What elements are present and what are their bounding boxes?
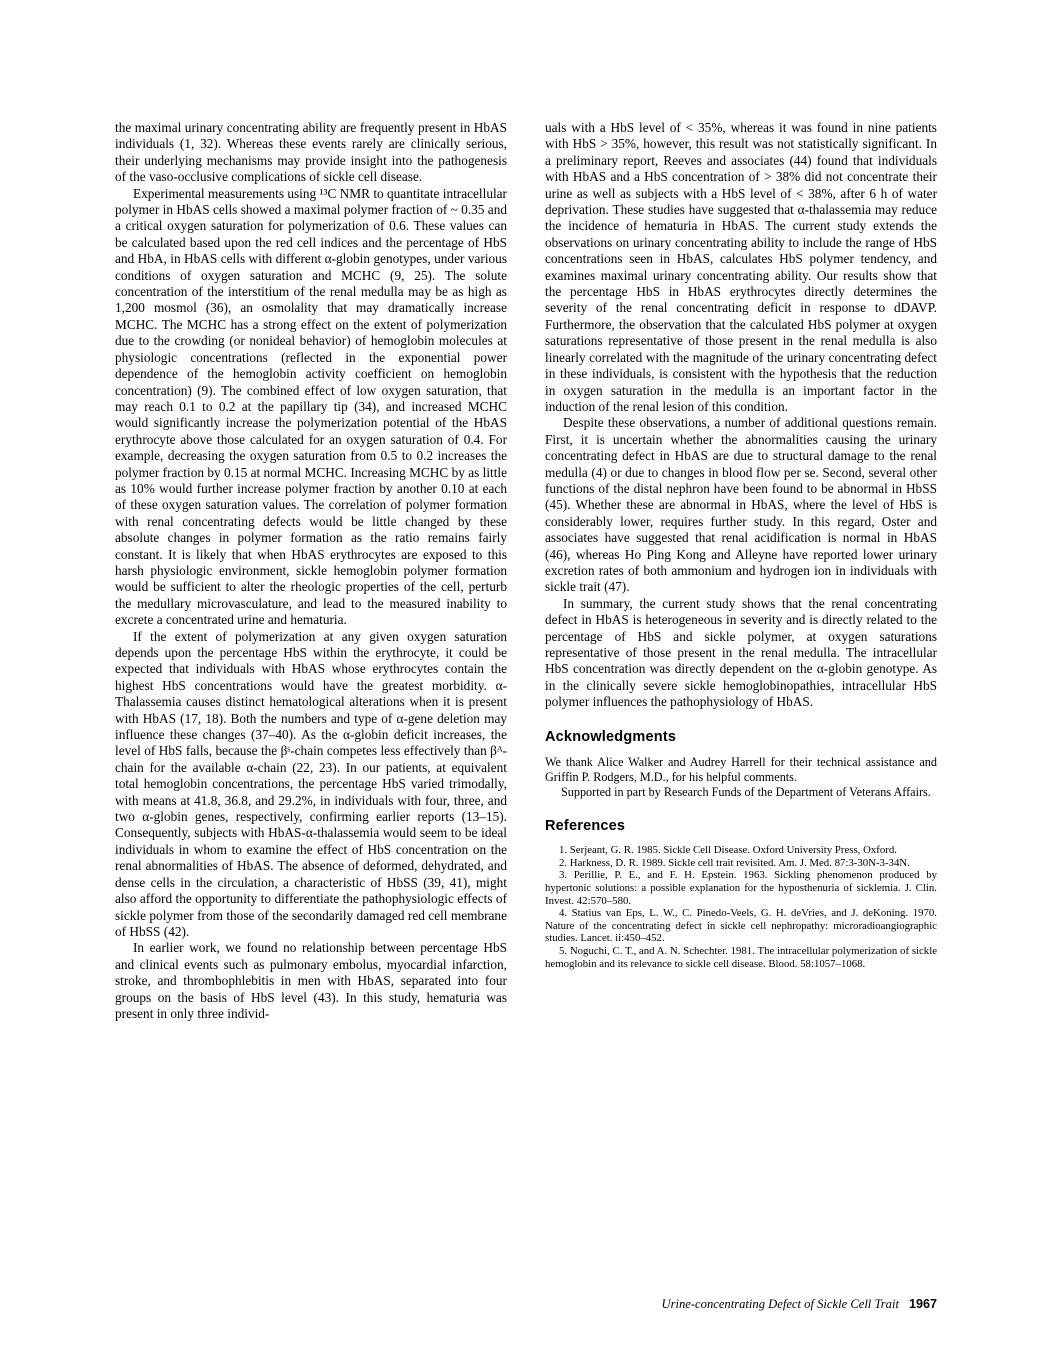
footer-page-number: 1967: [908, 1297, 937, 1311]
two-column-body: [115, 120, 937, 1022]
paragraph: the maximal urinary concentrating ability are frequently present in HbAS individuals (1, 32). Whereas these events rarely are clinically serious, their underlying mechanisms may provide insight into the pathogenesis of the vaso-occlusive complications of sickle cell disease.: [115, 120, 507, 185]
reference-item: 3. Perillie, P. E., and F. H. Epstein. 1963. Sickling phenomenon produced by hypertonic solutions: a possible explanation for the hyposthenuria of sicklemia. J. Clin. Invest. 42:570–580.: [545, 869, 937, 907]
reference-item: 2. Harkness, D. R. 1989. Sickle cell trait revisited. Am. J. Med. 87:3-30N-3-34N.: [559, 856, 910, 869]
references-heading: References: [545, 818, 626, 835]
left-column: [115, 120, 507, 1022]
paragraph: In earlier work, we found no relationship between percentage HbS and clinical events such as pulmonary embolus, myocardial infarction, stroke, and thrombophlebitis in men with HbAS, separated into four groups on the basis of HbS level (43). In this study, hematuria was present in only three individ-: [115, 940, 507, 1021]
reference-item: 5. Noguchi, C. T., and A. N. Schechter. 1981. The intracellular polymerization of sickle hemoglobin and its relevance to sickle cell disease. Blood. 58:1057–1068.: [545, 944, 937, 970]
paragraph: Despite these observations, a number of additional questions remain. First, it is uncertain whether the abnormalities causing the urinary concentrating defect in HbAS are due to structural damage to the renal medulla (4) or due to changes in blood flow per se. Second, several other functions of the distal nephron have been found to be abnormal in HbSS (45). Whether these are abnormal in HbAS, where the level of HbS is considerably lower, requires further study. In this regard, Oster and associates have suggested that renal acidification is normal in HbAS (46), whereas Ho Ping Kong and Alleyne have reported lower urinary excretion rates of both ammonium and hydrogen ion in individuals with sickle trait (47).: [545, 415, 937, 595]
right-column: [545, 120, 937, 1022]
paragraph: In summary, the current study shows that the renal concentrating defect in HbAS is heterogeneous in severity and is directly related to the percentage of HbS and sickle polymer, at oxygen saturations representative of those present in the renal medulla. The intracellular HbS concentration was directly dependent on the α-globin genotype. As in the clinically severe sickle hemoglobinopathies, intracellular HbS polymer influences the pathophysiology of HbAS.: [545, 595, 937, 710]
paragraph: If the extent of polymerization at any given oxygen saturation depends upon the percentage HbS within the erythrocyte, it could be expected that individuals with HbAS whose erythrocytes contain the highest HbS concentrations would have the greatest morbidity. α-Thalassemia causes distinct hematological alterations when it is present with HbAS (17, 18). Both the numbers and type of α-gene deletion may influence these changes (37–40). As the α-globin deficit increases, the level of HbS falls, because the βˢ-chain competes less effectively than βᴬ-chain for the available α-chain (22, 23). In our patients, at equivalent total hemoglobin concentrations, the percentage HbS varied trimodally, with means at 41.8, 36.8, and 29.2%, in individuals with four, three, and two α-globin genes, respectively, confirming earlier reports (13–15). Consequently, subjects with HbAS-α-thalassemia would seem to be ideal individuals in whom to examine the effect of HbS concentration on the renal abnormalities of HbAS. The absence of deformed, dehydrated, and dense cells in the circulation, a characteristic of HbSS (39, 41), might also afford the opportunity to differentiate the pathophysiologic effects of sickle polymer from those of the secondarily damaged red cell membrane of HbSS (42).: [115, 628, 507, 939]
acknowledgments-heading: Acknowledgments: [545, 728, 677, 745]
reference-item: 4. Statius van Eps, L. W., C. Pinedo-Veels, G. H. deVries, and J. deKoning. 1970. Nature of the concentrating defect in sickle cell nephropathy: microradioangiographic studies. Lancet. ii:450–452.: [545, 907, 937, 945]
paragraph: uals with a HbS level of < 35%, whereas it was found in nine patients with HbS > 35%, however, this result was not statistically significant. In a preliminary report, Reeves and associates (44) found that individuals with HbAS and a HbS concentration of > 38% did not concentrate their urine as well as subjects with a HbS level of < 38%, after 6 h of water deprivation. These studies have suggested that α-thalassemia may reduce the incidence of hematuria in HbAS. The current study extends the observations on urinary concentrating ability to include the range of HbS concentrations seen in HbAS, calculates HbS polymer tendency, and examines maximal urinary concentrating ability. Our results show that the percentage HbS in HbAS erythrocytes directly determines the severity of the renal concentrating deficit in response to dDAVP. Furthermore, the observation that the calculated HbS polymer at oxygen saturations representative of those present in the renal medulla is also linearly correlated with the magnitude of the urinary concentrating defect in these individuals, is consistent with the hypothesis that the reduction in oxygen saturation in the medulla is an important factor in the induction of the renal lesion of this condition.: [545, 120, 937, 414]
footer-running-title: Urine-concentrating Defect of Sickle Cell Trait: [661, 1297, 899, 1311]
acknowledgments-paragraph: Supported in part by Research Funds of the Department of Veterans Affairs.: [561, 785, 931, 800]
reference-item: 1. Serjeant, G. R. 1985. Sickle Cell Disease. Oxford University Press, Oxford.: [559, 844, 897, 857]
acknowledgments-paragraph: We thank Alice Walker and Audrey Harrell for their technical assistance and Griffin P. Rodgers, M.D., for his helpful comments.: [545, 754, 937, 784]
paragraph: Experimental measurements using ¹³C NMR to quantitate intracellular polymer in HbAS cells showed a maximal polymer fraction of ~ 0.35 and a critical oxygen saturation for polymerization of 0.6. These values can be calculated based upon the red cell indices and the percentage of HbS and HbA, in HbAS cells with different α-globin genotypes, under various conditions of oxygen saturation and MCHC (9, 25). The solute concentration of the interstitium of the renal medulla may be as high as 1,200 mosmol (36), an osmolality that may dramatically increase MCHC. The MCHC has a strong effect on the extent of polymerization due to the crowding (or nonideal behavior) of hemoglobin molecules at physiologic concentrations (reflected in the exponential power dependence of the hemoglobin activity coefficient on hemoglobin concentration) (9). The combined effect of low oxygen saturation, that may reach 0.1 to 0.2 at the papillary tip (34), and increased MCHC would significantly increase the polymerization potential of the HbAS erythrocyte above those calculated for an oxygen saturation of 0.4. For example, decreasing the oxygen saturation from 0.5 to 0.2 increases the polymer fraction by 0.15 at normal MCHC. Increasing MCHC by as little as 10% would further increase polymer fraction by another 0.10 at each of these oxygen saturation values. The correlation of polymer formation with renal concentrating defects would be little changed by these absolute changes in polymer formation as the ratio remains fairly constant. It is likely that when HbAS erythrocytes are exposed to this harsh physiologic environment, sickle hemoglobin polymer formation would be sufficient to alter the rheologic properties of the cell, perturb the medullary microvasculature, and lead to the measured inability to excrete a concentrated urine and hematuria.: [115, 185, 507, 628]
page-footer: [115, 1297, 937, 1312]
